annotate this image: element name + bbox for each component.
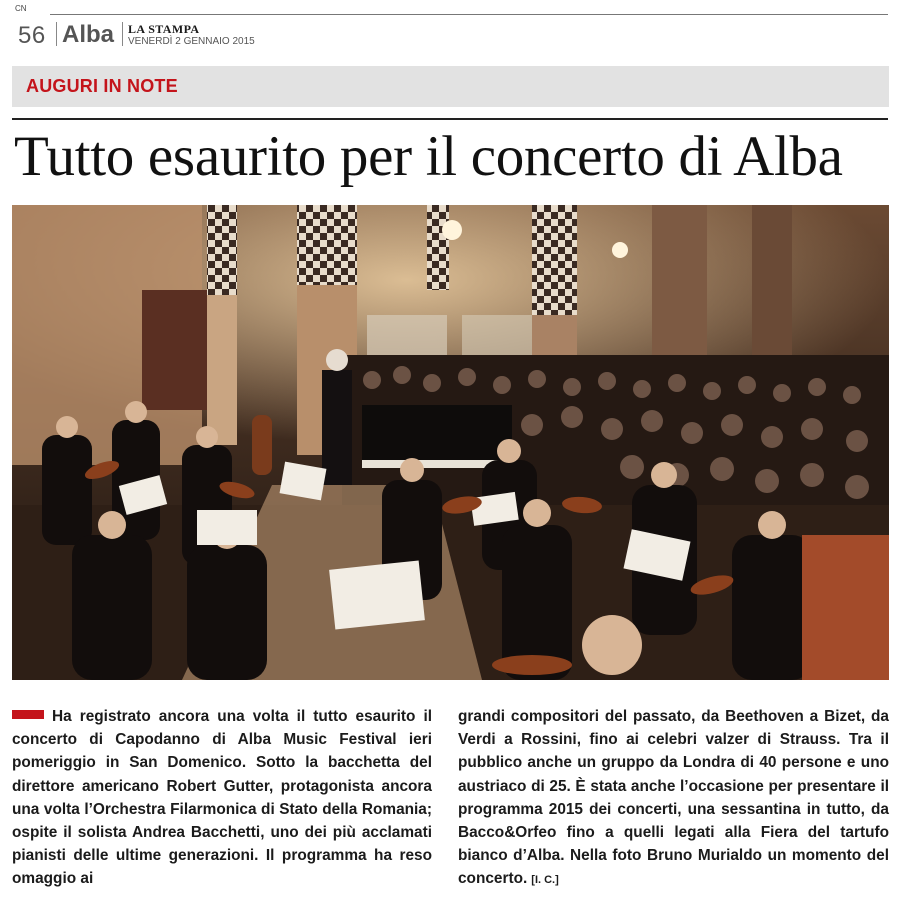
- article-text: grandi compositori del passato, da Beethoven a Bizet, da Verdi a Rossini, fino ai celebri valzer di Strauss. Tra il pubblico anche un gruppo da Londra di 40 persone e uno austriaco di 25. È stata anche l’occasione per presentare il programma 2015 dei concerti, una sessantina in tutto, da Bacco&Orfeo fino a quelli legati alla Fiera del tartufo bianco d’Alba. Nella foto Bruno Murialdo un momento del concerto.: [458, 708, 889, 888]
- article-text: Ha registrato ancora una volta il tutto esaurito il concerto di Capodanno di Alba Music Festival ieri pomeriggio in San Domenico. Sotto la bacchetta del direttore americano Robert Gutter, protagonista ancora una volta l’Orchestra Filarmonica di Stato della Romania; ospite il solista Andrea Bacchetti, uno dei più acclamati pianisti delle ultime generazioni. Il programma ha reso omaggio ai: [12, 708, 432, 888]
- issue-date: VENERDÌ 2 GENNAIO 2015: [128, 36, 255, 47]
- article-column-2: [458, 705, 889, 893]
- header-divider: [122, 22, 123, 46]
- article-column-1: [12, 705, 432, 891]
- rubric: AUGURI IN NOTE: [26, 76, 178, 96]
- edition-label: CN: [15, 4, 27, 13]
- headline-rule: [12, 118, 888, 120]
- lead-marker: [12, 710, 44, 719]
- header-rule: [50, 14, 888, 15]
- author-signature: [I. C.]: [531, 874, 559, 887]
- section-name: Alba: [62, 21, 115, 48]
- header-divider: [56, 22, 57, 46]
- page-number: 56: [18, 22, 46, 49]
- rubric-band: [12, 66, 889, 107]
- headline: Tutto esaurito per il concerto di Alba: [14, 125, 843, 188]
- masthead: LA STAMPA: [128, 22, 200, 36]
- concert-photo: [12, 205, 889, 680]
